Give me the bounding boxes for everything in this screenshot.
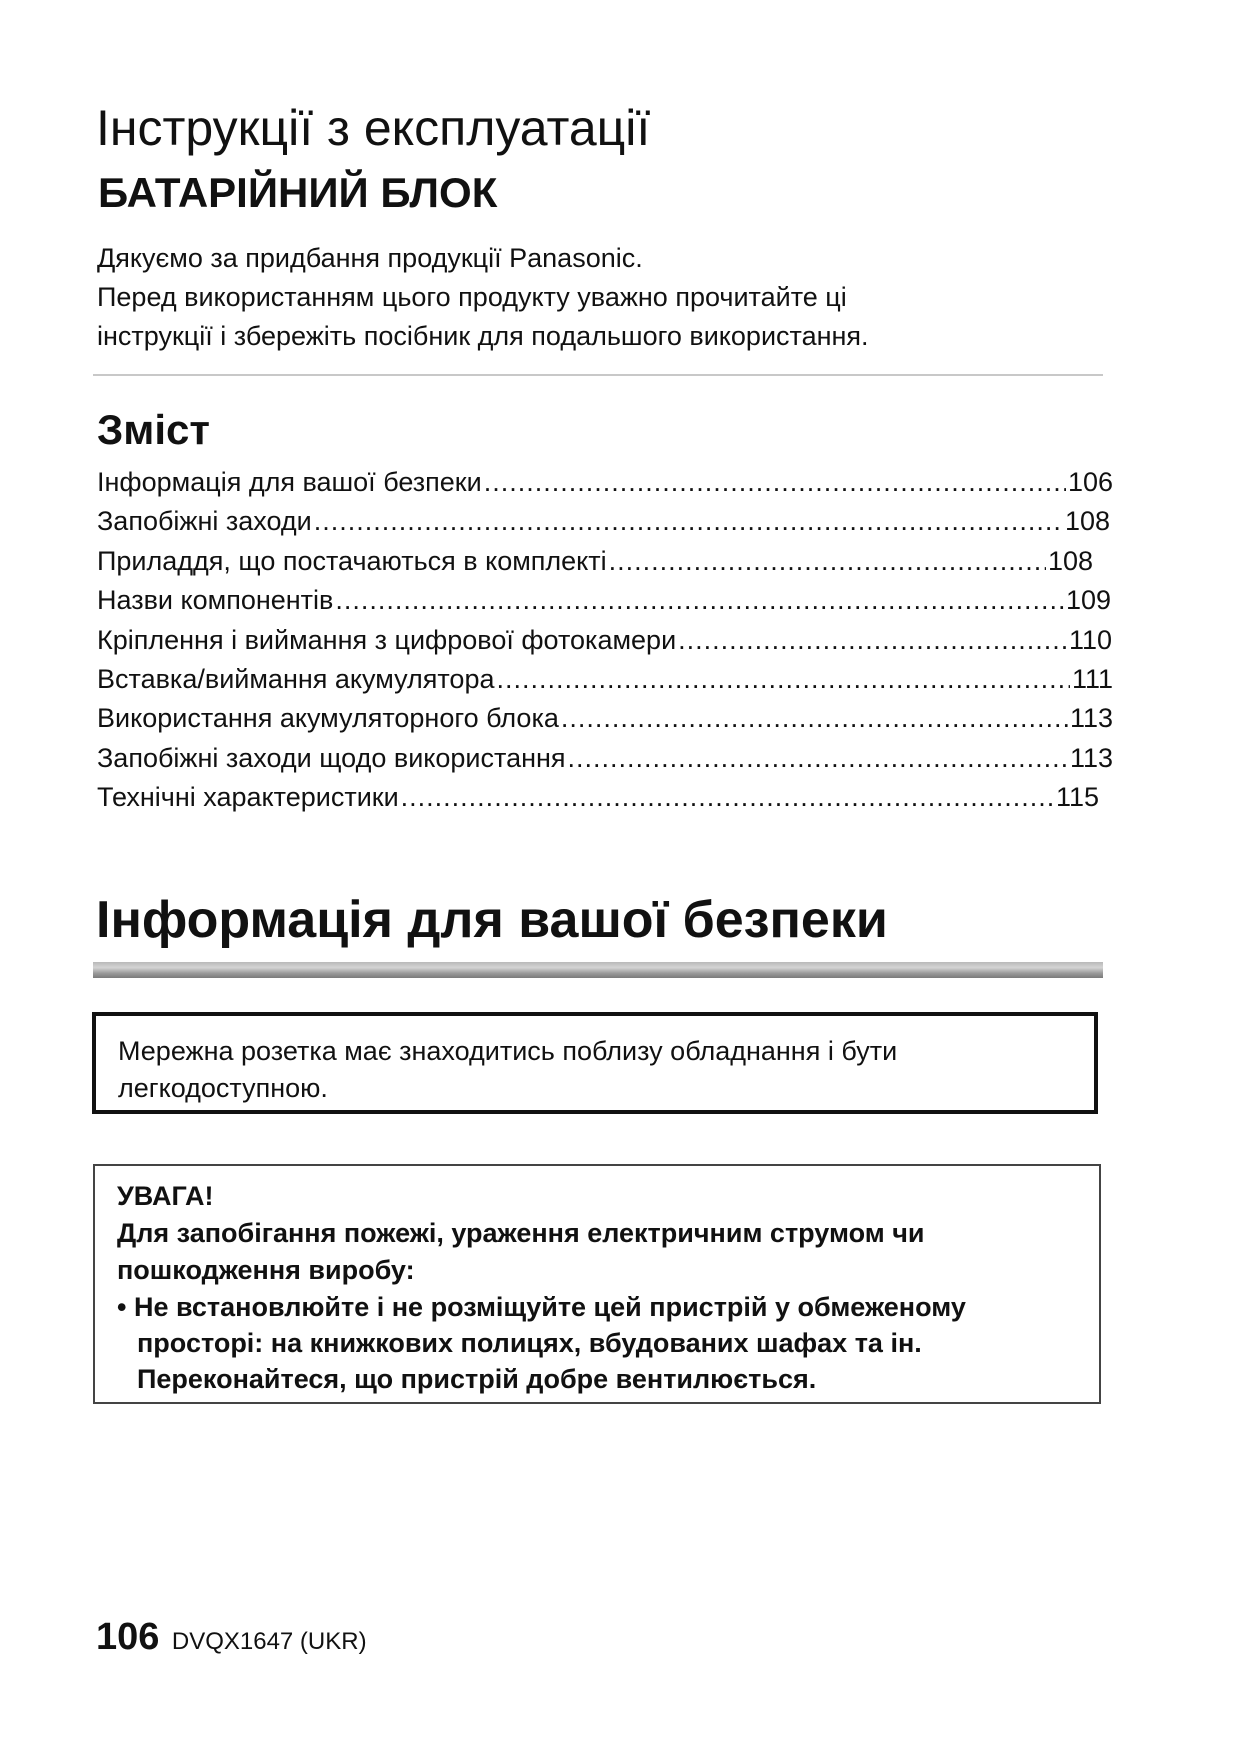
warning-bullet: • Не встановлюйте і не розміщуйте цей пристрій у обмеженому просторі: на книжкових полицях, вбудованих шафах та ін. Переконайтеся, що пристрій добре вентилюється. [117, 1292, 966, 1394]
page-subtitle: БАТАРІЙНИЙ БЛОК [98, 169, 498, 216]
intro-line: Дякуємо за придбання продукції Panasonic. [97, 243, 643, 273]
toc-item-page: 110 [1068, 624, 1112, 655]
toc-item-label: Запобіжні заходи щодо використання [97, 742, 566, 773]
toc-item-label: Інформація для вашої безпеки [97, 467, 482, 497]
toc-item-label: Приладдя, що постачаються в комплекті [97, 545, 607, 576]
warning-heading: УВАГА! [117, 1181, 214, 1211]
toc-leader-dots [561, 699, 1068, 738]
toc-title: Зміст [97, 406, 210, 453]
toc-item-page: 113 [1069, 742, 1113, 773]
toc-item-page: 115 [1055, 782, 1099, 813]
section-title: Інформація для вашої безпеки [96, 891, 888, 949]
warning-box [93, 1164, 1101, 1404]
toc-item[interactable] [97, 581, 1111, 620]
toc-leader-dots [484, 463, 1066, 502]
toc-item[interactable] [97, 778, 1099, 817]
page-number: 106 [96, 1616, 160, 1658]
toc-item-page: 108 [1064, 506, 1110, 537]
toc-item-page: 113 [1069, 703, 1113, 734]
page-title: Інструкції з експлуатації [96, 100, 651, 156]
toc-item-label: Запобіжні заходи [97, 506, 312, 537]
divider [93, 374, 1103, 376]
toc-item[interactable] [97, 699, 1113, 738]
toc-item-label: Використання акумуляторного блока [97, 703, 559, 734]
toc-leader-dots [401, 778, 1054, 817]
toc-item[interactable] [97, 660, 1113, 699]
section-divider [93, 962, 1103, 978]
toc-item[interactable] [97, 502, 1110, 541]
toc-item[interactable] [97, 621, 1112, 660]
toc-leader-dots [609, 542, 1046, 581]
toc-item-page: 109 [1065, 585, 1111, 616]
warning-line: Для запобігання пожежі, ураження електричним струмом чи [117, 1218, 925, 1248]
toc-item[interactable] [97, 542, 1093, 581]
toc-item[interactable] [97, 463, 1113, 502]
toc-item[interactable] [97, 739, 1113, 778]
toc-item-label: Кріплення і виймання з цифрової фотокамери [97, 624, 677, 655]
toc-leader-dots [314, 502, 1063, 541]
toc-item-label: Вставка/виймання акумулятора [97, 663, 495, 694]
toc-item-label: Технічні характеристики [97, 782, 399, 813]
toc-item-page: 108 [1047, 545, 1093, 576]
toc-leader-dots [678, 621, 1067, 660]
intro-text [97, 239, 1097, 356]
intro-line: Перед використанням цього продукту уважно прочитайте ці [97, 282, 847, 312]
table-of-contents [97, 463, 1113, 818]
toc-item-page: 111 [1071, 663, 1113, 694]
intro-line: інструкції і збережіть посібник для подальшого використання. [97, 321, 869, 351]
warning-line: пошкодження виробу: [117, 1255, 415, 1285]
toc-item-label: Назви компонентів [97, 585, 334, 616]
notice-line: легкодоступною. [118, 1073, 328, 1103]
toc-item-page: 106 [1067, 467, 1113, 497]
toc-leader-dots [335, 581, 1064, 620]
notice-line: Мережна розетка має знаходитись поблизу обладнання і бути [118, 1036, 898, 1066]
document-code: DVQX1647 (UKR) [171, 1628, 367, 1655]
toc-leader-dots [496, 660, 1069, 699]
notice-box [92, 1012, 1098, 1114]
page-footer [96, 1616, 367, 1659]
toc-leader-dots [568, 739, 1068, 778]
